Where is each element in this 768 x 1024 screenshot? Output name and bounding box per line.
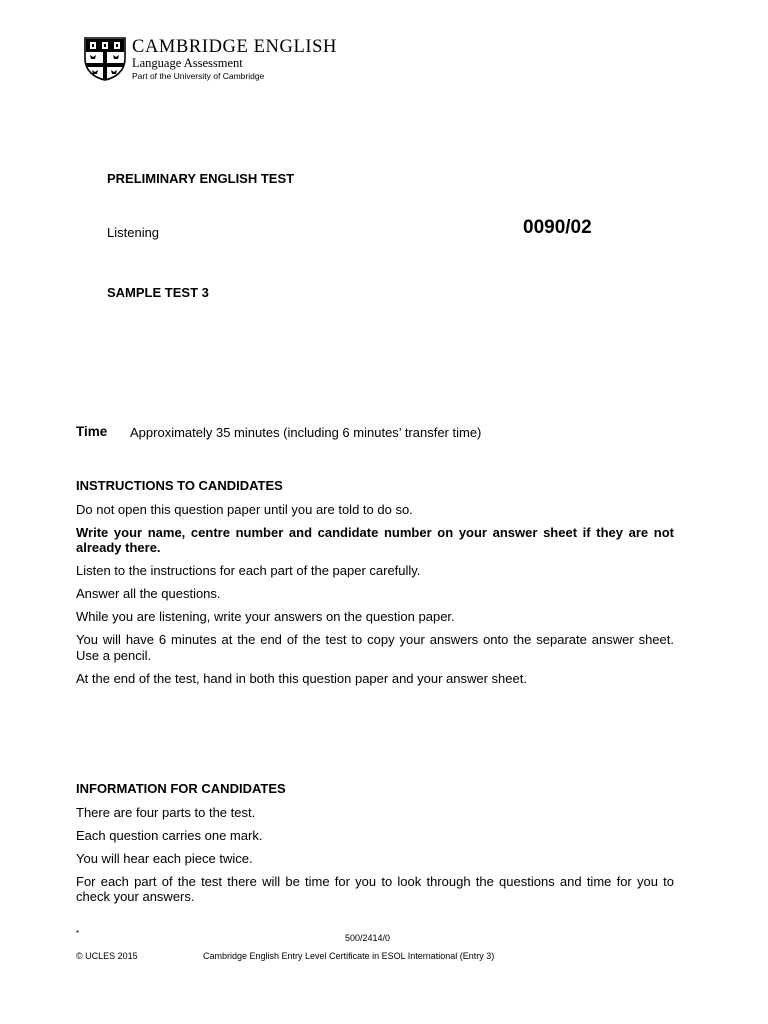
instruction-item: You will have 6 minutes at the end of the test to copy your answers onto the separate answer sheet. Use a pencil.: [76, 632, 674, 663]
information-heading: INFORMATION FOR CANDIDATES: [76, 781, 286, 796]
paper-code: 0090/02: [523, 217, 592, 238]
logo-title: CAMBRIDGE ENGLISH: [132, 37, 337, 57]
cambridge-shield-icon: [84, 37, 126, 81]
footer-certificate: Cambridge English Entry Level Certificate in ESOL International (Entry 3): [203, 951, 495, 961]
information-item: There are four parts to the test.: [76, 804, 256, 820]
instruction-item: While you are listening, write your answers on the question paper.: [76, 609, 455, 624]
logo-subtitle: Language Assessment: [132, 56, 243, 70]
logo-part-of: Part of the University of Cambridge: [132, 71, 265, 81]
instruction-item: Write your name, centre number and candidate number on your answer sheet if they are not already there.: [76, 524, 674, 555]
instruction-item: Do not open this question paper until you are told to do so.: [76, 501, 413, 517]
time-text: Approximately 35 minutes (including 6 minutes’ transfer time): [130, 425, 482, 440]
footer-copyright: © UCLES 2015: [76, 951, 138, 961]
paper-name: Listening: [107, 225, 160, 240]
footer-reference: 500/2414/0: [345, 933, 391, 943]
information-item: For each part of the test there will be time for you to look through the questions and time for you to check your answers.: [76, 873, 674, 904]
instruction-item: Listen to the instructions for each part of the paper carefully.: [76, 563, 421, 578]
information-item: You will hear each piece twice.: [76, 850, 253, 866]
instructions-heading: INSTRUCTIONS TO CANDIDATES: [76, 478, 283, 493]
information-section: [76, 781, 674, 912]
exam-title: PRELIMINARY ENGLISH TEST: [107, 171, 295, 186]
instruction-item: At the end of the test, hand in both this question paper and your answer sheet.: [76, 670, 527, 686]
instruction-item: Answer all the questions.: [76, 586, 221, 601]
time-label: Time: [76, 424, 108, 439]
footer-mark: *: [76, 929, 80, 938]
sample-test-label: SAMPLE TEST 3: [107, 285, 209, 300]
instructions-section: [76, 478, 674, 694]
information-item: Each question carries one mark.: [76, 827, 263, 843]
cambridge-logo: [84, 37, 384, 83]
